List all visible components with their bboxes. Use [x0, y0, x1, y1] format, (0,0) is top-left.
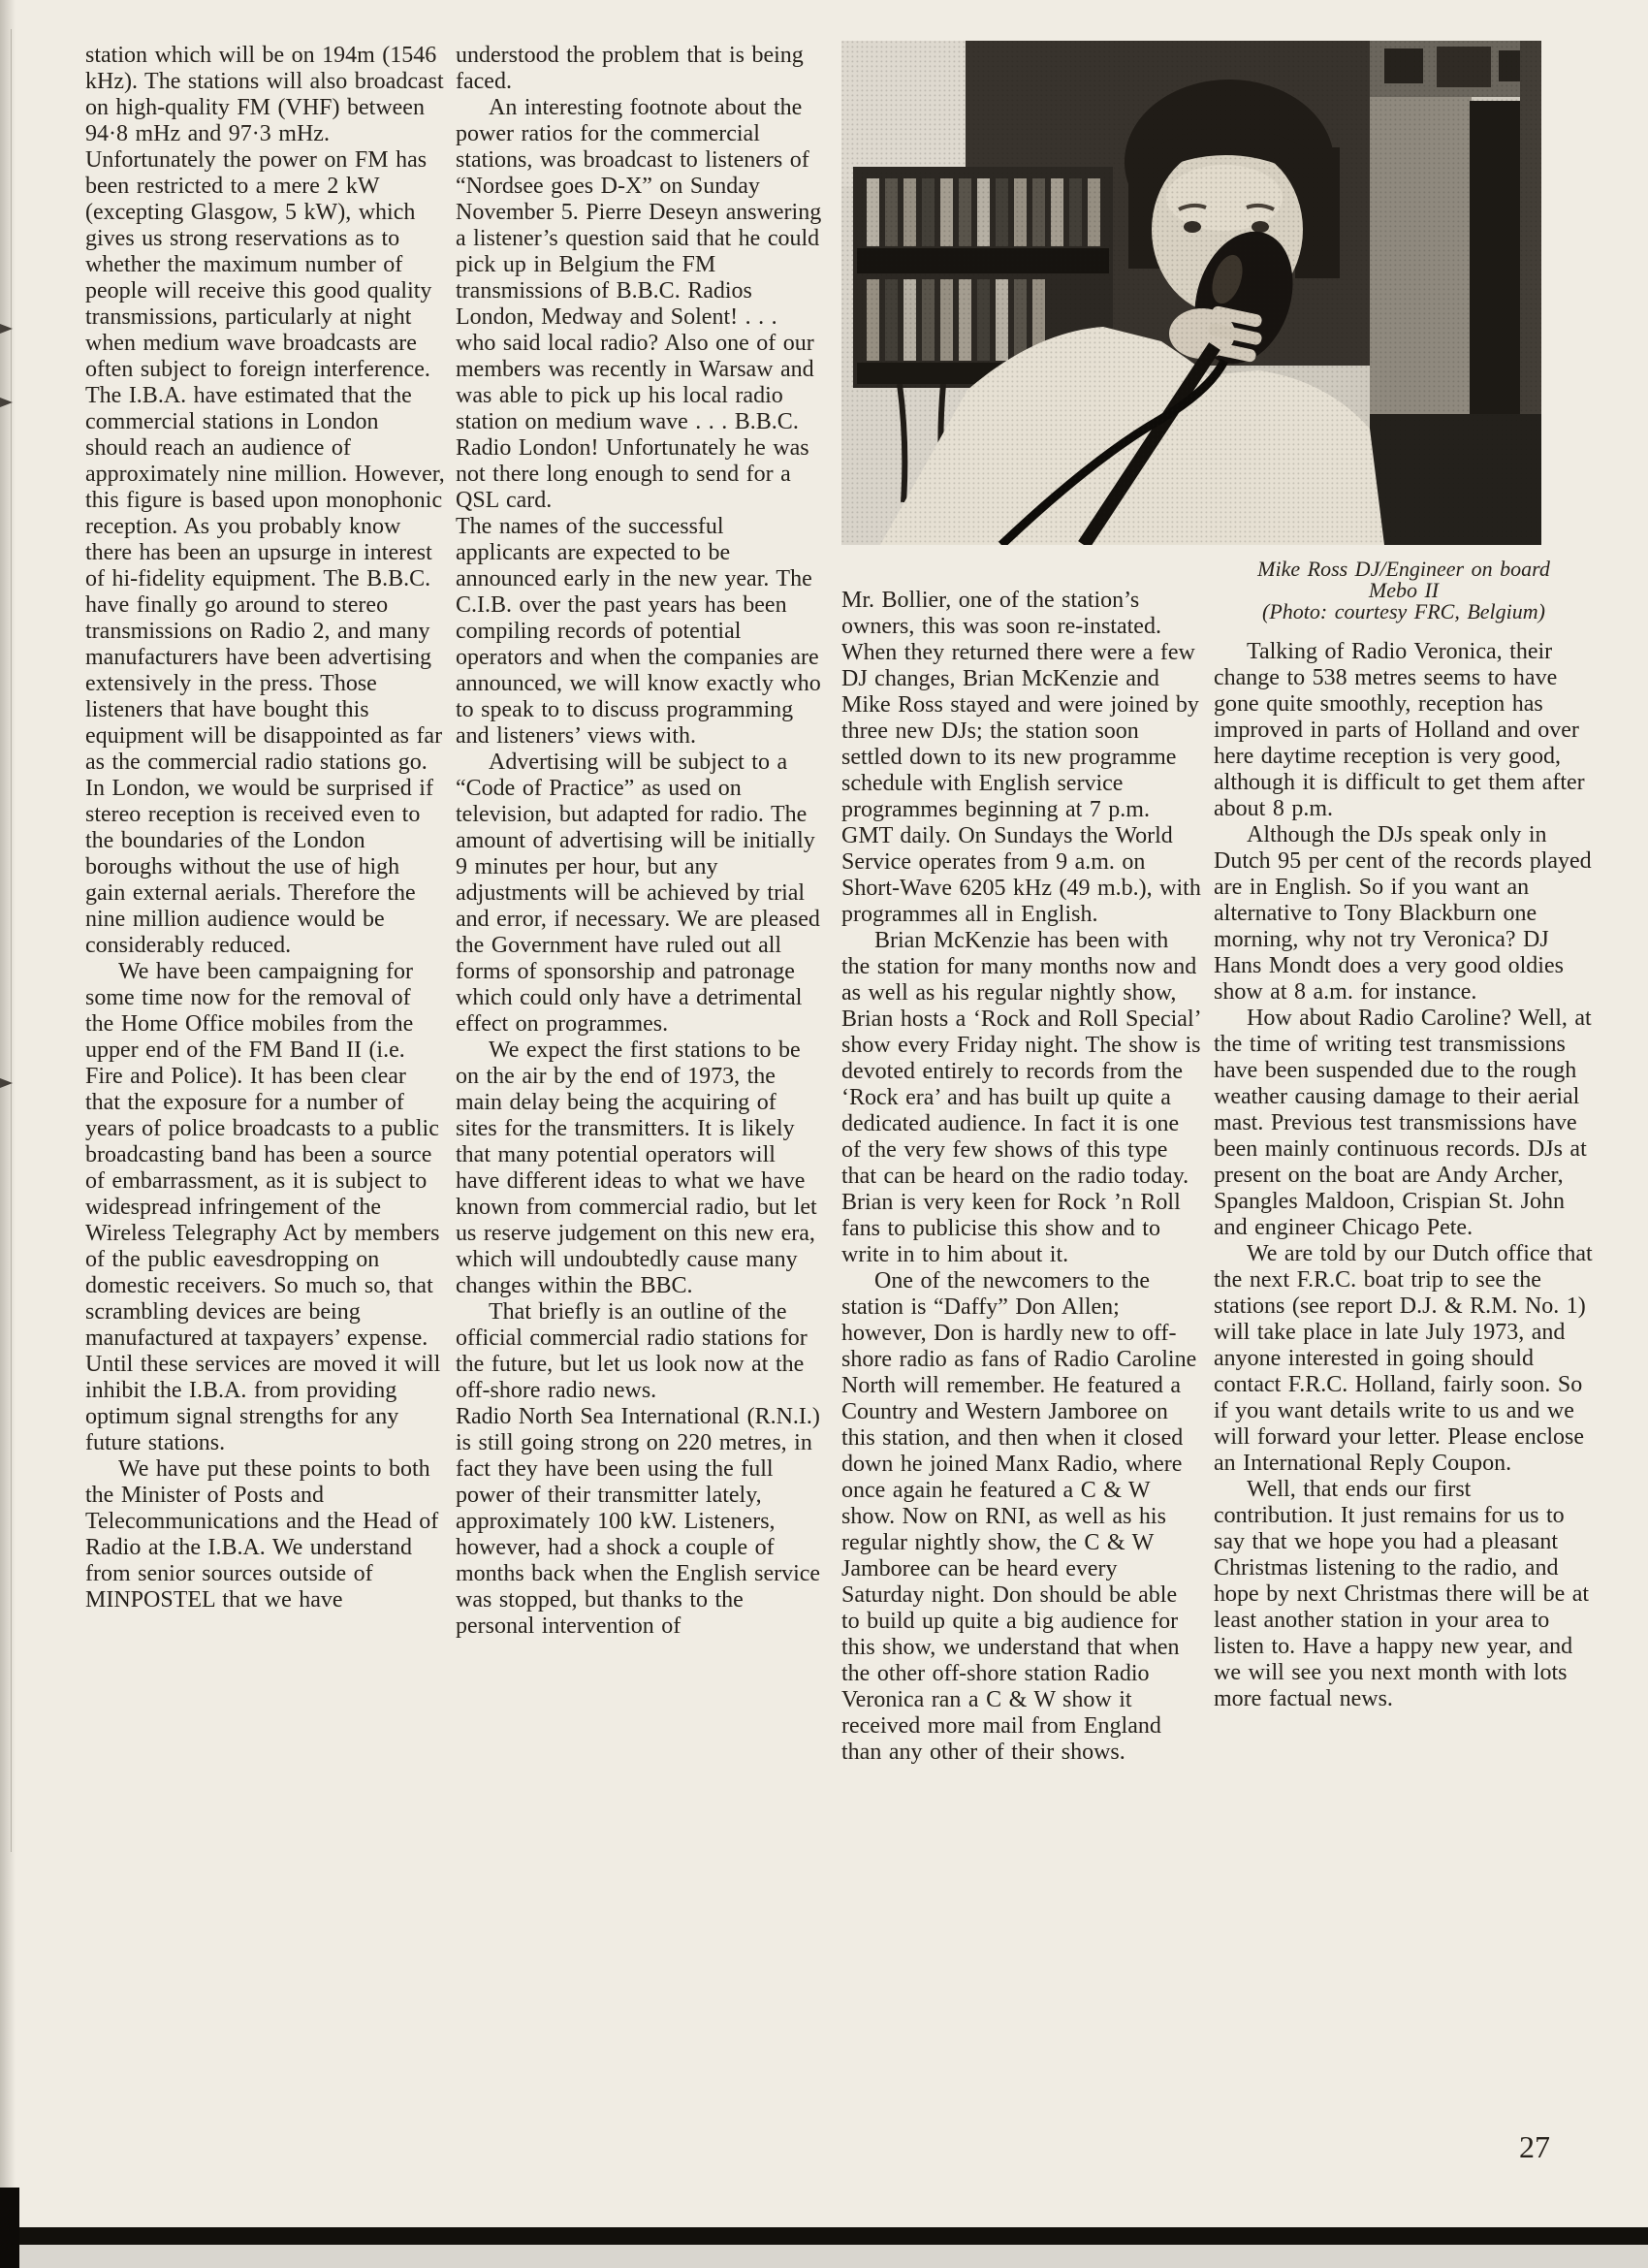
- body-paragraph: One of the newcomers to the station is “Daffy” Don Allen; however, Don is hardly new to off-shore radio as fans of Radio Caroline North will remember. He featured a Country and Western Jamboree on this station, and then when it closed down he joined Manx Radio, where once again he featured a C & W show. Now on RNI, as well as his regular nightly show, the C & W Jamboree can be heard every Saturday night. Don should be able to build up quite a big audience for this show, we understand that when the other off-shore station Radio Veronica ran a C & W show it received more mail from England than any other of their shows.: [841, 1268, 1197, 1765]
- body-paragraph: We have put these points to both the Minister of Posts and Telecommunications and the Head of Radio at the I.B.A. We understand from senior sources outside of MINPOSTEL that we have: [85, 1456, 439, 1613]
- column-4-body: [1214, 639, 1594, 1712]
- body-paragraph: We have been campaigning for some time now for the removal of the Home Office mobiles from the upper end of the FM Band II (i.e. Fire and Police). It has been clear that the exposure for a number of years of police broadcasts to a public broadcasting band has been a source of embarrassment, as it is subject to widespread infringement of the Wireless Telegraphy Act by members of the public eavesdropping on domestic receivers. So much so, that scrambling devices are being manufactured at taxpayers’ expense. Until these services are moved it will inhibit the I.B.A. from providing optimum signal strengths for any future stations.: [85, 959, 441, 1455]
- body-paragraph: Mr. Bollier, one of the station’s owners, this was soon re-instated. When they returned there were a few DJ changes, Brian McKenzie and Mike Ross stayed and were joined by three new DJs; the station soon settled down to its new programme schedule with English service programmes beginning at 7 p.m. GMT daily. On Sundays the World Service operates from 9 a.m. on Short-Wave 6205 kHz (49 m.b.), with programmes all in English.: [841, 588, 1201, 927]
- body-paragraph: That briefly is an outline of the official commercial radio stations for the future, but let us look now at the off-shore radio news.: [456, 1299, 808, 1403]
- body-paragraph: An interesting footnote about the power ratios for the commercial stations, was broadcast to listeners of “Nordsee goes D-X” on Sunday November 5. Pierre Deseyn answering a listener’s question said that he could pick up in Belgium the FM transmissions of B.B.C. Radios London, Medway and Solent! . . . who said local radio? Also one of our members was recently in Warsaw and was able to pick up his local radio station on medium wave . . . B.B.C. Radio London! Unfortunately he was not there long enough to send for a QSL card.: [456, 95, 822, 513]
- page-number: 27: [1519, 2129, 1550, 2164]
- page-edge-shade: [0, 0, 16, 2268]
- photo-caption-line: Mike Ross DJ/Engineer on board: [1257, 557, 1550, 581]
- photo-caption: [1214, 559, 1594, 623]
- body-paragraph: Well, that ends our first contribution. It just remains for us to say that we hope you had a pleasant Christmas listening to the radio, and hope by next Christmas there will be at least another station in your area to listen to. Have a happy new year, and we will see you next month with lots more factual news.: [1214, 1477, 1590, 1711]
- body-paragraph: Brian McKenzie has been with the station for many months now and as well as his regular nightly show, Brian hosts a ‘Rock and Roll Special’ show every Friday night. The show is devoted entirely to records from the ‘Rock era’ and has built up quite a dedicated audience. In fact it is one of the very few shows of this type that can be heard on the radio today. Brian is very keen for Rock ’n Roll fans to publicise this show and to write in to him about it.: [841, 928, 1201, 1267]
- body-paragraph: Radio North Sea International (R.N.I.) is still going strong on 220 metres, in fact they have been using the full power of their transmitter lately, approximately 100 kW. Listeners, however, had a shock a couple of months back when the English service was stopped, but thanks to the personal intervention of: [456, 1404, 821, 1639]
- photo-caption-line: Mebo II: [1368, 578, 1440, 602]
- body-paragraph: Although the DJs speak only in Dutch 95 per cent of the records played are in English. So if you want an alternative to Tony Blackburn one morning, why not try Veronica? DJ Hans Mondt does a very good oldies show at 8 a.m. for instance.: [1214, 822, 1592, 1005]
- body-paragraph: station which will be on 194m (1546 kHz). The stations will also broadcast on high-quality FM (VHF) between 94·8 mHz and 97·3 mHz. Unfortunately the power on FM has been restricted to a mere 2 kW (excepting Glasgow, 5 kW), which gives us strong reservations as to whether the maximum number of people will receive this good quality transmissions, particularly at night when medium wave broadcasts are often subject to foreign interference.: [85, 43, 444, 382]
- body-paragraph: understood the problem that is being faced.: [456, 43, 804, 94]
- body-paragraph: Advertising will be subject to a “Code of Practice” as used on television, but adapted for radio. The amount of advertising will be initially 9 minutes per hour, but any adjustments will be achieved by trial and error, if necessary. We are pleased the Government have ruled out all forms of sponsorship and patronage which could only have a detrimental effect on programmes.: [456, 750, 820, 1037]
- scan-edge-strip: [0, 2245, 1648, 2268]
- page-fold-line: [11, 29, 12, 1852]
- photo-halftone-illustration: [841, 41, 1541, 545]
- photo-caption-line: (Photo: courtesy FRC, Belgium): [1262, 599, 1545, 623]
- page-bottom-rule: [17, 2227, 1648, 2245]
- body-paragraph: The names of the successful applicants are expected to be announced early in the new year. The C.I.B. over the past years has been compiling records of potential operators and when the companies are announced, we will know exactly who to speak to to discuss programming and listeners’ views with.: [456, 514, 821, 749]
- body-paragraph: Talking of Radio Veronica, their change to 538 metres seems to have gone quite smoothly, reception has improved in parts of Holland and over here daytime reception is very good, although it is difficult to get them after about 8 p.m.: [1214, 639, 1585, 821]
- body-paragraph: We are told by our Dutch office that the next F.R.C. boat trip to see the stations (see report D.J. & R.M. No. 1) will take place in late July 1973, and anyone interested in going should contact F.R.C. Holland, fairly soon. So if you want details write to us and we will forward your letter. Please enclose an International Reply Coupon.: [1214, 1241, 1593, 1476]
- body-paragraph: We expect the first stations to be on the air by the end of 1973, the main delay being the acquiring of sites for the transmitters. It is likely that many potential operators will have different ideas to what we have known from commercial radio, but let us reserve judgement on this new era, which will undoubtedly cause many changes within the BBC.: [456, 1038, 817, 1298]
- page-edge-block: [0, 2188, 19, 2268]
- text-column-2: [456, 43, 822, 1640]
- text-column-1: [85, 43, 446, 1613]
- body-paragraph: The I.B.A. have estimated that the commercial stations in London should reach an audience of approximately nine million. However, this figure is based upon monophonic reception. As you probably know there has been an upsurge in interest of hi-fidelity equipment. The B.B.C. have finally go around to stereo transmissions on Radio 2, and many manufacturers have been advertising extensively in the press. Those listeners that have bought this equipment will be disappointed as far as the commercial radio stations go. In London, we would be surprised if stereo reception is received even to the boundaries of the London boroughs without the use of high gain external aerials. Therefore the nine million audience would be considerably reduced.: [85, 383, 445, 958]
- text-column-3: [841, 588, 1202, 1766]
- photo-mike-ross: [841, 41, 1541, 545]
- body-paragraph: How about Radio Caroline? Well, at the time of writing test transmissions have been suspended due to the rough weather causing damage to their aerial mast. Previous test transmissions have been mainly continuous records. DJs at present on the boat are Andy Archer, Spangles Maldoon, Crispian St. John and engineer Chicago Pete.: [1214, 1006, 1592, 1240]
- text-column-4: [1214, 559, 1594, 1712]
